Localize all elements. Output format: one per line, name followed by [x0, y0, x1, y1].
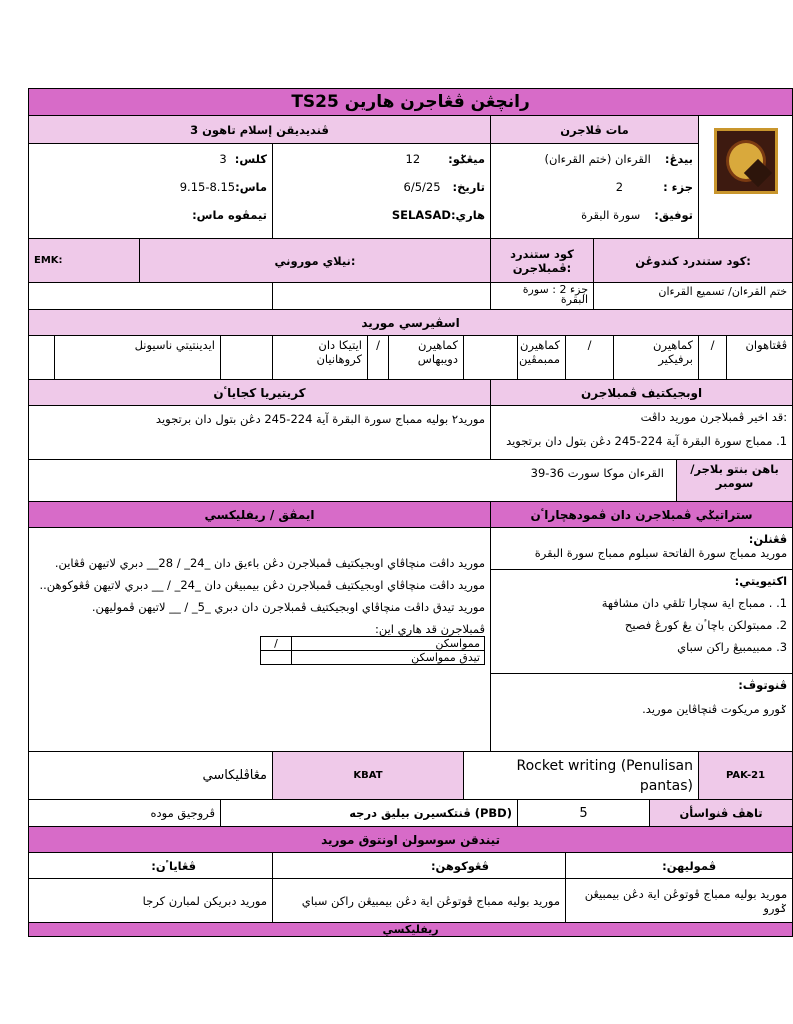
mode-value: ڤروجيق موده: [29, 800, 221, 827]
objective-item-1: 1. ممباج سورة البقرة آية 224-245 دڠن بتول دان برتجويد: [506, 434, 788, 448]
moral-value-cell: نيلاي موروني:: [140, 239, 491, 283]
lesson-plan-table: [28, 88, 793, 937]
hots-label: KBAT: [273, 752, 464, 800]
class-info-cell: [29, 144, 273, 239]
learning-objective-cell: [491, 406, 793, 460]
introduction-label: ڤڠنلن:: [748, 532, 788, 546]
week-label: ميڠݢو:: [448, 152, 485, 166]
reflection-line-2: موريد داڤت منچاڤاي اوبجيكتيف ڤمبلاجرن دڠن بيمبيڠن دان _24_ / __ دبري لاتيهن ڤڠوكوهن..: [39, 578, 485, 592]
teaching-material-value: القرءان موكا سورت 36-39: [29, 460, 677, 502]
mastery-value: 5: [518, 800, 650, 827]
activity-item-1: 1. . ممباج اية سچارا تلقي دان مشافهة: [601, 596, 788, 610]
teaching-material-label: باهن بنتو بلاجر/ سومبر: [677, 460, 793, 502]
time-value: 9.15-8.15: [179, 180, 236, 194]
satisfaction-table: [260, 636, 485, 665]
class-value: 3: [219, 152, 227, 166]
pbd-label: (PBD) ڤنتكسيرن بيليق درجه: [221, 800, 518, 827]
reinforcement-text: موريد بوليه ممباج ڤوتوڠن اية دڠن بيمبيڠن راكن سباي: [273, 879, 566, 923]
reflection-line-3: موريد تيدق داڤت منچاڤاي اوبجيكتيف ڤمبلاجرن دان دبري _5_ / __ لاتيهن ڤموليهن.: [91, 600, 485, 614]
learning-standard-value: جزء 2 : سورة البقرة: [491, 283, 594, 310]
subject-label-cell: مات ڤلاجرن: [491, 116, 699, 144]
enrichment-label: ڤڠاياٴن:: [29, 853, 273, 879]
time-label: ماس:: [235, 180, 267, 194]
subject-year-cell: ڤنديديقن إسلام تاهون 3: [29, 116, 491, 144]
strategy-cell: [491, 528, 793, 752]
enrichment-text: موريد دبريكن لمبارن كرجا: [29, 879, 273, 923]
taufiq-value: سورة البقرة: [581, 208, 641, 222]
date-label: تاريخ:: [452, 180, 485, 194]
moral-value-value-cell: [273, 283, 491, 310]
closing-text: ݢورو مريكوت ڤنچاڤاين موريد.: [642, 702, 788, 716]
field-value: القرءان (ختم القرءان): [544, 152, 651, 166]
emk-cell: EMK:: [29, 239, 140, 283]
aspiration-mark-3: /: [699, 336, 727, 380]
reflection-line-1: موريد داڤت منچاڤاي اوبجيكتيف ڤمبلاجرن دڠن باءيق دان _24_ / 28__ دبري لاتيهن ڤڠاين.: [54, 556, 485, 570]
strategy-heading: ستراتيݢي ڤمبلاجرن دان ڤمودهچاراٴن: [491, 502, 793, 528]
aspiration-mark-empty: [221, 336, 273, 380]
satisfied-label: ممواسكن: [292, 637, 485, 651]
not-satisfied-label: تيدق ممواسكن: [292, 651, 485, 665]
aspiration-mark: /: [368, 336, 389, 380]
date-info-cell: [273, 144, 491, 239]
duration-label: تيمڤوه ماس:: [192, 208, 267, 222]
aspiration-cell-knowledge: ڤڠتاهوان: [727, 336, 793, 380]
closing-label: ڤنوتوڤ:: [738, 678, 788, 692]
activity-label: اكتيويتي:: [734, 574, 788, 588]
content-standard-cell: كود ستندرد كندوڠن:: [594, 239, 793, 283]
learning-objective-heading: اوبجيكتيف ڤمبلاجرن: [491, 380, 793, 406]
pak21-activity-text: Rocket writing (Penulisan pantas): [516, 757, 693, 794]
success-criteria-text: موريد٢ بوليه ممباج سورة البقرة آية 224-245 دڠن بتول دان برتجويد: [29, 406, 491, 460]
class-label: كلس:: [234, 152, 267, 166]
lesson-plan-document: [28, 88, 788, 937]
activity-item-2: 2. ممبتولكن باچاٴن يڠ كورڠ فصيح: [624, 618, 788, 632]
impact-heading: ايمڤق / ريفليكسي: [29, 502, 491, 528]
application-value: مڠاڤليكاسي: [29, 752, 273, 800]
aspiration-cell-identity: ايدينتيتي ناسيونل: [55, 336, 221, 380]
activity-item-3: 3. ممبيمبيڠ راكن سباي: [677, 640, 788, 654]
aspiration-cell-bilingual: كماهيرن دويبهاس: [389, 336, 464, 380]
field-label: بيدڠ:: [664, 152, 693, 166]
reflection-footer: ريفليكسي: [29, 923, 793, 937]
taufiq-label: توفيق:: [654, 208, 693, 222]
reinforcement-label: ڤڠوكوهن:: [273, 853, 566, 879]
pak21-label: PAK-21: [699, 752, 793, 800]
school-crest-icon: [714, 128, 778, 194]
introduction-text: موريد ممباج سورة الفاتحة سبلوم ممباج سورة البقرة: [534, 546, 788, 560]
juz-label: جزء :: [663, 180, 693, 194]
logo-cell: [699, 116, 793, 239]
today-lesson-label: ڤمبلاجرن قد هاري اين:: [374, 622, 485, 636]
aspiration-cell-ethics: ايتيكا دان كروهانيان: [273, 336, 368, 380]
reflection-cell: [29, 528, 491, 752]
aspiration-cell-thinking: كماهيرن برفيكير: [614, 336, 699, 380]
topic-info-cell: [491, 144, 699, 239]
mastery-label: تاهڤ ڤنواسأن: [650, 800, 793, 827]
day-value: SELASAD: [391, 208, 451, 222]
success-criteria-heading: كريتيريا كجاياٴن: [29, 380, 491, 406]
juz-value: 2: [615, 180, 624, 194]
aspiration-heading: اسڤيرسي موريد: [29, 310, 793, 336]
emk-value-cell: [29, 283, 273, 310]
objective-intro: :قد اخير ڤمبلاجرن موريد داڤت: [640, 410, 788, 424]
aspiration-empty-cell: [29, 336, 55, 380]
week-value: 12: [405, 152, 421, 166]
follow-up-heading: تيندقن سوسولن اونتوق موريد: [29, 827, 793, 853]
not-satisfied-mark: [261, 651, 292, 665]
remedial-label: ڤموليهن:: [566, 853, 793, 879]
page-title: رانچڠن ڤڠاجرن هارين TS25: [29, 89, 793, 116]
aspiration-cell-leadership: كماهيرن ممبمڤين: [518, 336, 566, 380]
date-value: 6/5/25: [403, 180, 441, 194]
aspiration-mark-empty-2: [464, 336, 518, 380]
learning-standard-cell: كود ستندرد ڤمبلاجرن:: [491, 239, 594, 283]
day-label: هاري:: [450, 208, 485, 222]
aspiration-mark-2: /: [566, 336, 614, 380]
content-standard-value: ختم القرءان/ تسميع القرءان: [594, 283, 793, 310]
satisfied-mark: /: [261, 637, 292, 651]
remedial-text: موريد بوليه ممباج ڤوتوڠن اية دڠن بيمبيڠن ݢورو: [566, 879, 793, 923]
pak21-activity: [464, 752, 699, 800]
